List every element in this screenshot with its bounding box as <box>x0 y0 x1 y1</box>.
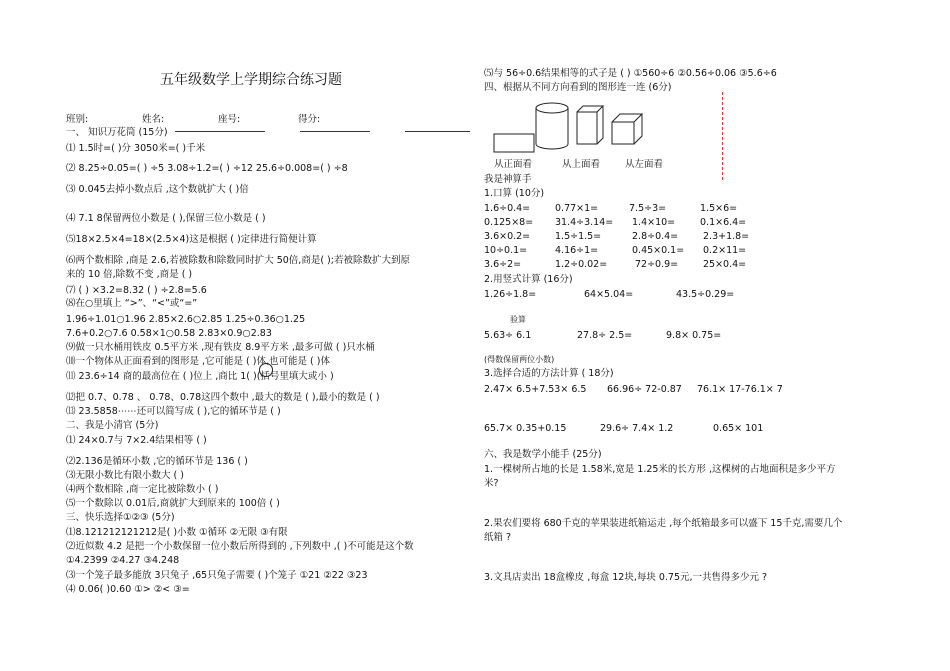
s1-q7: ⑺ ( ) ×3.2=8.32 ( ) ÷2.8=5.6 <box>66 285 207 296</box>
vertical-calc-6: 9.8× 0.75= <box>666 330 722 341</box>
oral-r0-c3: 1.5×6= <box>700 203 738 214</box>
oral-r2-c0: 3.6×0.2= <box>484 231 531 242</box>
s1-q11: ⑾ 23.6÷14 商的最高位在 ( )位上 ,商比 1( )(括号里填大或小 ) <box>66 371 334 382</box>
s6-q1b: 米? <box>484 478 499 489</box>
oral-r1-c0: 0.125×8= <box>484 217 534 228</box>
s3-q2a: ⑵近似数 4.2 是把一个小数保留一位小数后所得到的 ,下列数中 ,( )不可能是这个数 <box>66 541 414 552</box>
header-name: 姓名: <box>142 114 165 125</box>
section6-heading: 六、我是数学小能手 (25分) <box>484 449 602 460</box>
s1-q10: ⑽一个物体从正面看到的图形是 ,它可能是 ( )体,也可能是 ( )体 <box>66 356 330 367</box>
method-calc-6: 0.65× 101 <box>713 423 764 434</box>
s1-q3: ⑶ 0.045去掉小数点后 ,这个数就扩大 ( )倍 <box>66 184 249 195</box>
oral-r3-c3: 0.2×11= <box>703 245 747 256</box>
header-line-3 <box>405 131 470 132</box>
vertical-calc-5: 27.8÷ 2.5= <box>577 330 633 341</box>
s3-q1: ⑴8.121212121212是( )小数 ①循环 ②无限 ③有限 <box>66 527 288 538</box>
solid-figures-diagram <box>490 96 680 156</box>
rounding-note: (得数保留两位小数) <box>484 355 555 364</box>
section3-heading: 三、快乐选择①②③ (5分) <box>66 512 175 523</box>
method-calc-5: 29.6÷ 7.4× 1.2 <box>600 423 674 434</box>
rectangle-figure <box>494 134 534 152</box>
section1-heading: 一、 知识万花筒 (15分) <box>66 127 168 138</box>
s1-q8b: 7.6+0.2○7.6 0.58×1○0.58 2.83×0.9○2.83 <box>66 328 272 339</box>
s1-q12: ⑿把 0.7、0.78 、 0.78、0.78这四个数中 ,最大的数是 ( ),最小的数是 ( ) <box>66 392 380 403</box>
s1-q5: ⑸18×2.5×4=18×(2.5×4)这是根据 ( )定律进行简便计算 <box>66 234 317 245</box>
header-score: 得分: <box>298 114 321 125</box>
oral-r3-c1: 4.16÷1= <box>555 245 599 256</box>
s1-q6a: ⑹两个数相除 ,商是 2.6,若被除数和除数同时扩大 50倍,商是( );若被除数扩大到原 <box>66 255 410 266</box>
s6-q2b: 纸箱 ? <box>484 532 512 543</box>
s3-q2b: ①4.2399 ②4.27 ③4.248 <box>66 555 180 566</box>
oral-r2-c1: 1.5÷1.5= <box>555 231 602 242</box>
method-calc-1: 2.47× 6.5+7.53× 6.5 <box>484 384 587 395</box>
page-title: 五年级数学上学期综合练习题 <box>160 72 342 88</box>
s5-p3: 3.选择合适的方法计算 ( 18分) <box>484 368 614 379</box>
s2-q4: ⑷两个数相除 ,商一定比被除数小 ( ) <box>66 484 219 495</box>
s6-q1a: 1.一棵树所占地的长是 1.58米,宽是 1.25米的长方形 ,这棵树的占地面积是多少平方 <box>484 464 836 475</box>
oral-r3-c0: 10÷0.1= <box>484 245 528 256</box>
s1-q8: ⑻在○里填上 “>”、“<”或“=” <box>66 298 198 309</box>
header-class: 班别: <box>66 114 89 125</box>
oral-r4-c3: 25×0.4= <box>703 259 747 270</box>
s3-q4: ⑷ 0.06( )0.60 ①> ②< ③= <box>66 584 190 595</box>
header-seat: 座号: <box>218 114 241 125</box>
oral-r0-c2: 7.5÷3= <box>629 203 667 214</box>
s3-q5: ⑸与 56÷0.6结果相等的式子是 ( ) ①560÷6 ②0.56÷0.06 ③5.6÷6 <box>484 68 777 79</box>
tall-box-figure <box>577 106 603 144</box>
oral-r4-c2: 72÷0.9= <box>635 259 679 270</box>
s6-q3: 3.文具店卖出 18盒橡皮 ,每盒 12块,每块 0.75元,一共售得多少元 ? <box>484 572 768 583</box>
s2-q3: ⑶无限小数比有限小数大 ( ) <box>66 470 184 481</box>
oral-r4-c0: 3.6÷2= <box>484 259 522 270</box>
oral-r0-c0: 1.6÷0.4= <box>484 203 531 214</box>
oral-r4-c1: 1.2÷0.02= <box>555 259 608 270</box>
oral-r1-c3: 0.1×6.4= <box>700 217 747 228</box>
vertical-calc-1: 1.26÷1.8= <box>484 289 537 300</box>
section5-heading: 我是神算手 <box>484 174 532 185</box>
method-calc-2: 66.96÷ 72-0.87 <box>607 384 682 395</box>
oral-r1-c1: 31.4÷3.14= <box>555 217 614 228</box>
s1-q2: ⑵ 8.25÷0.05=( ) ÷5 3.08÷1.2=( ) ÷12 25.6÷0.008=( ) ÷8 <box>66 163 348 174</box>
s1-q8a: 1.96÷1.01○1.96 2.85×2.6○2.85 1.25÷0.36○1.25 <box>66 314 306 325</box>
dashed-divider <box>722 92 723 180</box>
s5-p2: 2.用竖式计算 (16分) <box>484 274 573 285</box>
view-left-label: 从左面看 <box>625 159 664 170</box>
section4-heading: 四、根据从不同方向看到的图形连一连 (6分) <box>484 82 672 93</box>
s6-q2a: 2.果农们要将 680千克的苹果装进纸箱运走 ,每个纸箱最多可以盛下 15千克,需要几个 <box>484 518 843 529</box>
cylinder-figure <box>536 103 568 149</box>
vertical-calc-2: 64×5.04= <box>584 289 634 300</box>
section2-heading: 二、我是小清官 (5分) <box>66 420 159 431</box>
s1-q9: ⑼做一只水桶用铁皮 0.5平方米 ,现有铁皮 8.9平方米 ,最多可做 ( )只水桶 <box>66 342 375 353</box>
s1-q4: ⑷ 7.1 8保留两位小数是 ( ),保留三位小数是 ( ) <box>66 213 266 224</box>
s2-q5: ⑸一个数除以 0.01后,商就扩大到原来的 100倍 ( ) <box>66 498 280 509</box>
oral-r2-c2: 2.8÷0.4= <box>632 231 679 242</box>
s2-q2: ⑵2.136是循环小数 ,它的循环节是 136 ( ) <box>66 456 248 467</box>
view-front-label: 从正面看 <box>494 159 533 170</box>
vertical-calc-3: 43.5÷0.29= <box>676 289 735 300</box>
s5-p1: 1.口算 (10分) <box>484 188 545 199</box>
s1-q1: ⑴ 1.5时=( )分 3050米=( )千米 <box>66 143 206 154</box>
method-calc-3: 76.1× 17-76.1× 7 <box>697 384 783 395</box>
oral-r0-c1: 0.77×1= <box>555 203 599 214</box>
cube-figure <box>612 114 642 144</box>
s3-q3: ⑶一个笼子最多能放 3只兔子 ,65只兔子需要 ( )个笼子 ①21 ②22 ③23 <box>66 570 368 581</box>
method-calc-4: 65.7× 0.35+0.15 <box>484 423 567 434</box>
s1-q13: ⒀ 23.5858⋯⋯还可以简写成 ( ),它的循环节是 ( ) <box>66 406 281 417</box>
vertical-calc-4: 5.63÷ 6.1 <box>484 330 532 341</box>
oral-r1-c2: 1.4×10= <box>632 217 676 228</box>
header-line-2 <box>300 131 370 132</box>
oral-r3-c2: 0.45×0.1= <box>632 245 685 256</box>
check-label: 验算 <box>510 315 526 324</box>
s1-q6b: 来的 10 倍,除数不变 ,商是 ( ) <box>66 269 193 280</box>
header-line-1 <box>175 131 265 132</box>
view-top-label: 从上面看 <box>562 159 601 170</box>
s2-q1: ⑴ 24×0.7与 7×2.4结果相等 ( ) <box>66 435 207 446</box>
oral-r2-c3: 2.3+1.8= <box>703 231 750 242</box>
